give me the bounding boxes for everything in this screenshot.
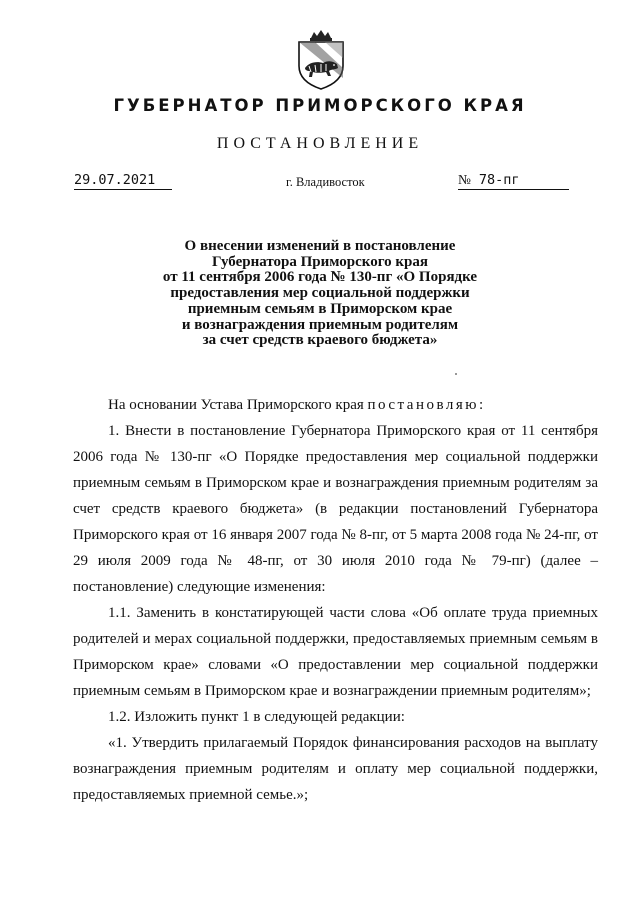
document-date: 29.07.2021 bbox=[74, 172, 172, 190]
subject-line: приемным семьям в Приморском крае bbox=[187, 300, 453, 317]
number-sign: № bbox=[458, 172, 471, 187]
coat-of-arms-tiger-icon bbox=[295, 28, 347, 90]
body-paragraph: 1.2. Изложить пункт 1 в следующей редакции: bbox=[108, 709, 405, 725]
governor-title: ГУБЕРНАТОР ПРИМОРСКОГО КРАЯ bbox=[113, 96, 527, 115]
body-paragraph: «1. Утвердить прилагаемый Порядок финансирования расходов на выплату вознаграждения приемным родителям и оплату мер социальной поддержки, предоставляемых приемной семье.»; bbox=[73, 735, 598, 803]
document-subject bbox=[0, 239, 640, 349]
body-paragraph: 1. Внести в постановление Губернатора Приморского края от 11 сентября 2006 года № 130-пг «О Порядке предоставления мер социальной поддержки приемным семьям в Приморском крае и вознаграждения приемным родителям за счет средств краевого бюджета» (в редакции постановлений Губернатора Приморского края от 16 января 2007 года № 8-пг, от 5 марта 2008 года № 24-пг, от 29 июля 2009 года № 48-пг, от 30 июля 2010 года № 79-пг) (далее – постановление) следующие изменения: bbox=[73, 423, 598, 595]
body-paragraph: 1.1. Заменить в констатирующей части слова «Об оплате труда приемных родителей и мерах социальной поддержки, предоставляемых приемным семьям в Приморском крае» словами «О предоставлении мер социальной поддержки приемным семьям в Приморском крае и вознаграждении приемным родителям»; bbox=[73, 605, 598, 699]
document-number bbox=[458, 172, 569, 190]
subject-line: от 11 сентября 2006 года № 130-пг «О Порядке bbox=[162, 269, 478, 286]
document-city: г. Владивосток bbox=[286, 175, 365, 189]
scan-speck bbox=[455, 373, 457, 375]
preamble-text: На основании Устава Приморского края bbox=[108, 397, 368, 413]
preamble-paragraph bbox=[73, 392, 598, 418]
subject-line: Губернатора Приморского края bbox=[212, 253, 428, 270]
subject-line: предоставления мер социальной поддержки bbox=[170, 285, 470, 302]
preamble-decree-word: постановляю: bbox=[367, 397, 486, 413]
subject-line: за счет средств краевого бюджета» bbox=[202, 332, 438, 349]
subject-line: О внесении изменений в постановление bbox=[184, 238, 456, 254]
number-value: 78-пг bbox=[478, 172, 520, 188]
subject-line: и вознаграждения приемным родителям bbox=[181, 316, 459, 333]
document-body bbox=[73, 392, 598, 808]
document-type: ПОСТАНОВЛЕНИЕ bbox=[216, 135, 424, 152]
